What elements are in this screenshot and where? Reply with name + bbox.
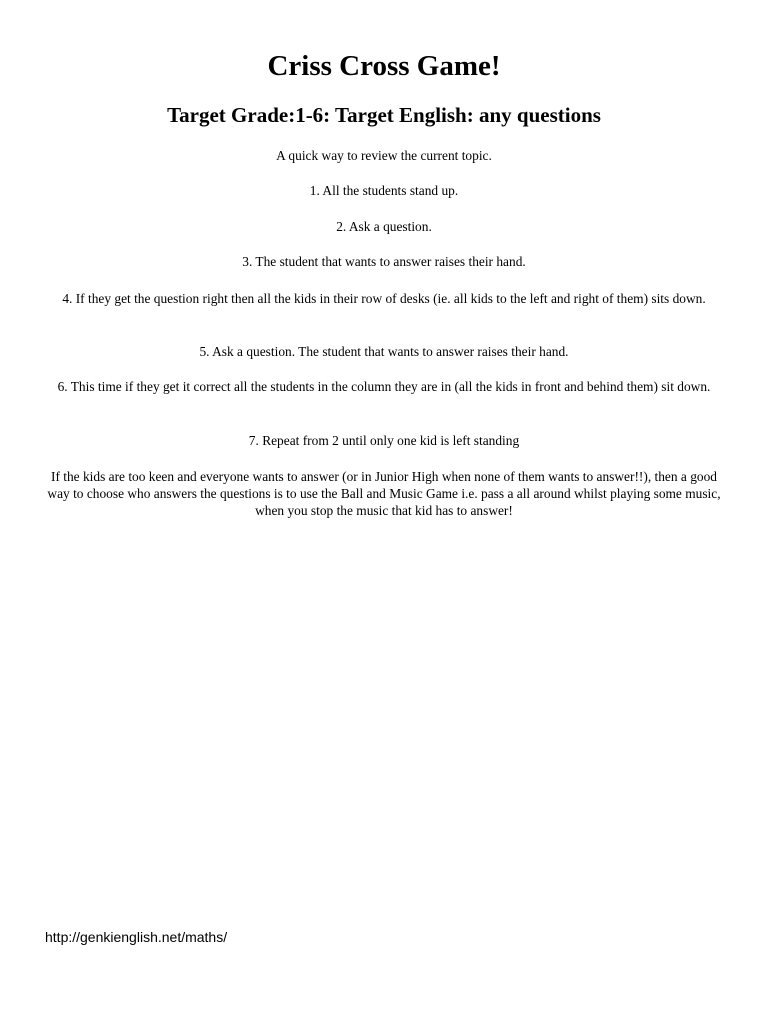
footer-url-link[interactable]: http://genkienglish.net/maths/ xyxy=(45,929,228,945)
step-4: 4. If they get the question right then all the kids in their row of desks (ie. all kids to the left and right of them) sits down. xyxy=(62,291,706,306)
step-3: 3. The student that wants to answer raises their hand. xyxy=(242,254,526,269)
step-6: 6. This time if they get it correct all the students in the column they are in (all the kids in front and behind them) sit down. xyxy=(57,379,711,394)
step-1: 1. All the students stand up. xyxy=(309,183,459,198)
step-7: 7. Repeat from 2 until only one kid is left standing xyxy=(248,433,520,448)
step-2: 2. Ask a question. xyxy=(336,219,432,234)
document-subtitle: Target Grade:1-6: Target English: any questions xyxy=(167,103,601,127)
intro-text: A quick way to review the current topic. xyxy=(276,148,492,163)
note-paragraph: If the kids are too keen and everyone wants to answer (or in Junior High when none of them wants to answer!!), then a good way to choose who answers the questions is to use the Ball and Music Game i.e. pass a all around whilst playing some music, when you stop the music that kid has to answer! xyxy=(47,469,721,518)
document-title: Criss Cross Game! xyxy=(267,50,501,82)
step-5: 5. Ask a question. The student that wants to answer raises their hand. xyxy=(199,344,569,359)
